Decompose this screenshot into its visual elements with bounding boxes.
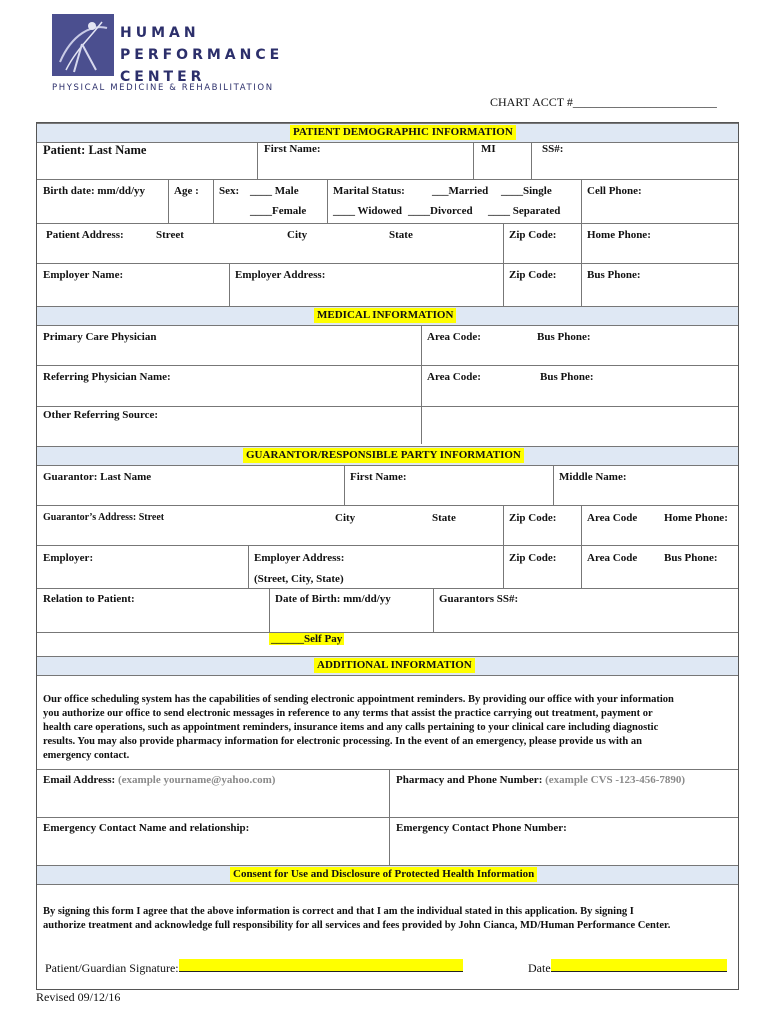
patient-city-label: City (287, 229, 308, 241)
date-field[interactable]: Date (528, 959, 727, 976)
pharmacy-example: (example CVS -123-456-7890) (545, 774, 686, 786)
employer-name-field[interactable]: Employer Name: (43, 269, 124, 281)
chart-acct-field[interactable]: CHART ACCT #________________________ (490, 95, 717, 109)
marital-status-label: Marital Status: (333, 185, 405, 197)
pcp-field[interactable]: Primary Care Physician (43, 331, 157, 343)
guarantor-dob-field[interactable]: Date of Birth: mm/dd/yy (275, 593, 391, 605)
guarantor-zip-field[interactable]: Zip Code: (509, 512, 557, 524)
employer-zip-field[interactable]: Zip Code: (509, 269, 557, 281)
pharmacy-field[interactable]: Pharmacy and Phone Number: (example CVS -123-456-7890) (396, 774, 686, 786)
consent-paragraph: By signing this form I agree that the above information is correct and that I am the individual stated in this application. By signing I authorize treatment and acknowledge full responsibility for all services and fees provided by John Cianca, MD/Human Performance Center. (43, 906, 671, 931)
referring-physician-field[interactable]: Referring Physician Name: (43, 371, 171, 383)
patient-ss-field[interactable]: SS#: (542, 143, 564, 155)
guarantor-employer-area-code-field[interactable]: Area Code (587, 552, 638, 564)
section-header-additional: ADDITIONAL INFORMATION (37, 656, 738, 676)
emergency-contact-name-field[interactable]: Emergency Contact Name and relationship: (43, 822, 250, 834)
guarantor-state-label: State (432, 512, 456, 524)
patient-address-label[interactable]: Patient Address: (46, 229, 124, 241)
signature-field[interactable]: Patient/Guardian Signature: (45, 959, 463, 976)
home-phone-field[interactable]: Home Phone: (587, 229, 651, 241)
relation-to-patient-field[interactable]: Relation to Patient: (43, 593, 135, 605)
revision-date: Revised 09/12/16 (36, 990, 121, 1004)
guarantor-first-name-field[interactable]: First Name: (350, 471, 407, 483)
section-header-guarantor: GUARANTOR/RESPONSIBLE PARTY INFORMATION (37, 446, 738, 466)
section-header-demographic: PATIENT DEMOGRAPHIC INFORMATION (37, 123, 738, 143)
guarantor-employer-address-field[interactable]: Employer Address: (254, 552, 345, 564)
guarantor-employer-zip-field[interactable]: Zip Code: (509, 552, 557, 564)
referring-bus-phone-field[interactable]: Bus Phone: (540, 371, 594, 383)
birth-date-field[interactable]: Birth date: mm/dd/yy (43, 185, 146, 197)
other-referring-source-field[interactable]: Other Referring Source: (43, 409, 159, 421)
employer-address-field[interactable]: Employer Address: (235, 269, 326, 281)
guarantor-address-field[interactable]: Guarantor’s Address: Street (43, 512, 165, 523)
pcp-bus-phone-field[interactable]: Bus Phone: (537, 331, 591, 343)
patient-last-name-field[interactable]: Patient: Last Name (43, 143, 147, 157)
age-field[interactable]: Age : (174, 185, 199, 197)
guarantor-home-phone-field[interactable]: Home Phone: (664, 512, 728, 524)
self-pay-option[interactable]: ______Self Pay (271, 633, 343, 645)
guarantor-last-name-field[interactable]: Guarantor: Last Name (43, 471, 152, 483)
patient-state-label: State (389, 229, 413, 241)
section-header-medical: MEDICAL INFORMATION (37, 306, 738, 326)
marital-separated-option[interactable]: ____ Separated (488, 205, 561, 217)
patient-intake-form (36, 122, 739, 990)
guarantor-middle-name-field[interactable]: Middle Name: (559, 471, 627, 483)
cell-phone-field[interactable]: Cell Phone: (587, 185, 642, 197)
reminder-consent-paragraph: Our office scheduling system has the capabilities of sending electronic appointment reminders. By providing our office with your information you authorize our office to send electronic messages in reference to any terms that assist the practice carrying out treatment, payment or health care operations, such as appointment reminders, insurance items and any calls pertaining to your clinical care including diagnostic results. You may also provide pharmacy information for electronic processing. In the event of an emergency, please provide us with an emergency contact. (43, 694, 674, 761)
patient-street-label: Street (156, 229, 184, 241)
emergency-contact-phone-field[interactable]: Emergency Contact Phone Number: (396, 822, 567, 834)
email-example: (example yourname@yahoo.com) (117, 774, 276, 786)
logo-subtitle: PHYSICAL MEDICINE & REHABILITATION (52, 83, 274, 93)
logo-wordmark: HUMAN PERFORMANCE CENTER (120, 25, 284, 85)
guarantor-bus-phone-field[interactable]: Bus Phone: (664, 552, 718, 564)
marital-widowed-option[interactable]: ____ Widowed (333, 205, 402, 217)
sex-male-option[interactable]: ____ Male (250, 185, 299, 197)
guarantor-ss-field[interactable]: Guarantors SS#: (439, 593, 519, 605)
patient-zip-field[interactable]: Zip Code: (509, 229, 557, 241)
referring-area-code-field[interactable]: Area Code: (427, 371, 481, 383)
guarantor-employer-field[interactable]: Employer: (43, 552, 94, 564)
sex-female-option[interactable]: ____Female (250, 205, 307, 217)
marital-single-option[interactable]: ____Single (501, 185, 552, 197)
sex-label: Sex: (219, 185, 240, 197)
patient-first-name-field[interactable]: First Name: (264, 143, 321, 155)
guarantor-city-label: City (335, 512, 356, 524)
section-header-consent: Consent for Use and Disclosure of Protected Health Information (37, 865, 738, 885)
email-address-field[interactable]: Email Address: (example yourname@yahoo.com) (43, 774, 276, 786)
guarantor-employer-address-hint: (Street, City, State) (254, 573, 344, 585)
guarantor-area-code-field[interactable]: Area Code (587, 512, 638, 524)
marital-divorced-option[interactable]: ____Divorced (408, 205, 473, 217)
pcp-area-code-field[interactable]: Area Code: (427, 331, 481, 343)
patient-mi-field[interactable]: MI (481, 143, 496, 155)
marital-married-option[interactable]: ___Married (432, 185, 489, 197)
employer-bus-phone-field[interactable]: Bus Phone: (587, 269, 641, 281)
